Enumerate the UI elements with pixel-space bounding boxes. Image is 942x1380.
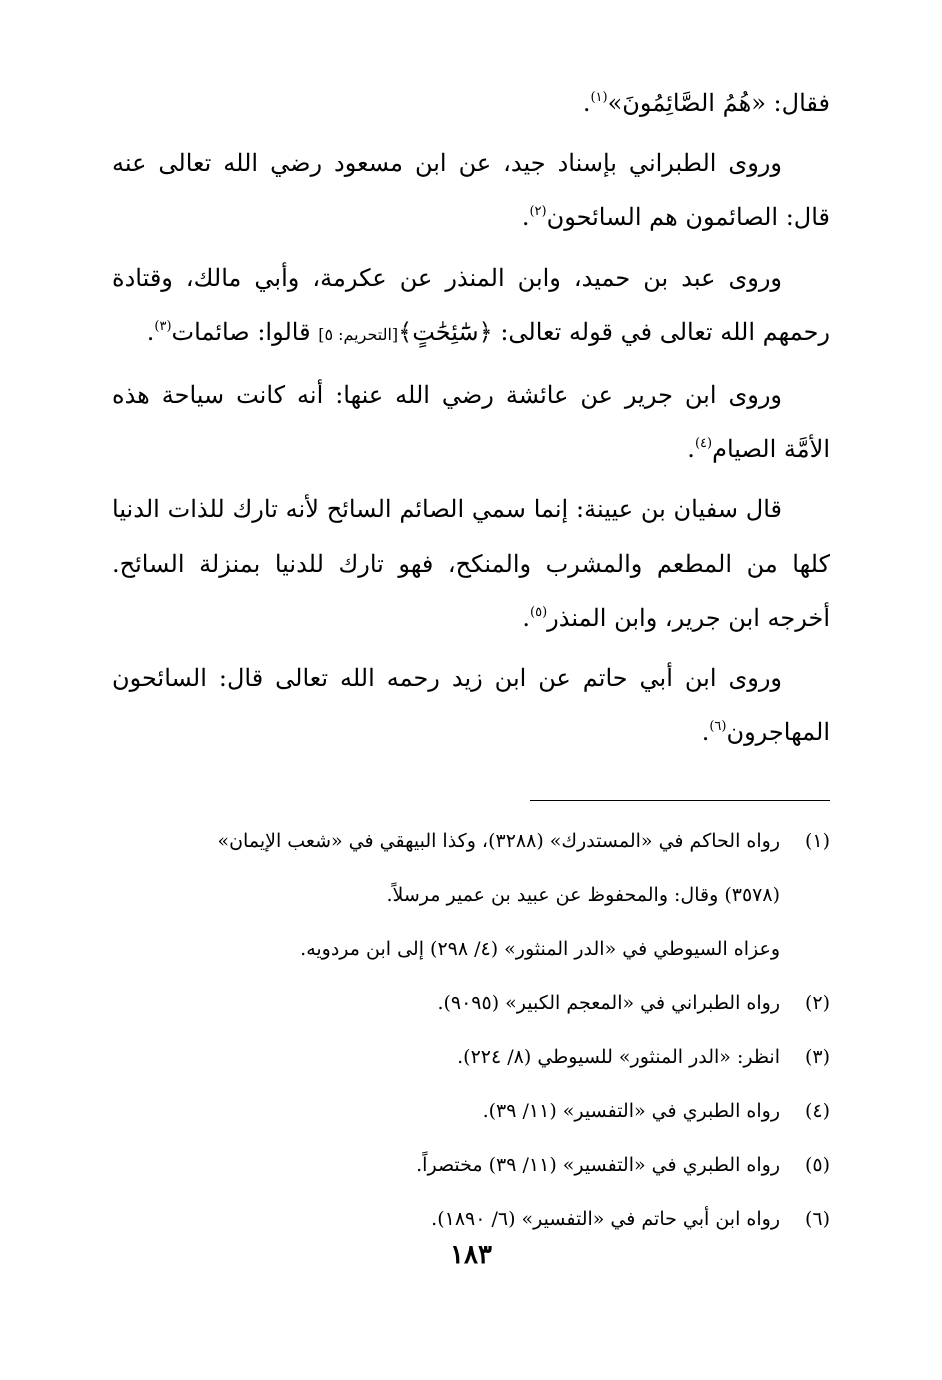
paragraph-4-end: . [687, 435, 695, 464]
paragraph-2 [112, 136, 830, 244]
paragraph-5 [112, 482, 830, 645]
footnote-ref-6: (٦) [709, 719, 727, 735]
paragraph-3-text-a: وروى عبد بن حميد، وابن المنذر عن عكرمة، وأبي مالك، وقتادة رحمهم الله تعالى في قوله تعالى: ﴿سَٰٓئِحَٰتٍ﴾ [112, 263, 830, 346]
footnote-3-text: انظر: «الدر المنثور» للسيوطي (٨/ ٢٢٤). [457, 1046, 780, 1068]
paragraph-6 [112, 651, 830, 759]
footnote-ref-1: (١) [590, 90, 608, 105]
quran-citation: [التحريم: ٥] [318, 324, 399, 344]
main-text [112, 76, 830, 765]
footnotes [112, 814, 830, 1246]
footnote-4 [112, 1084, 830, 1138]
paragraph-2-text: وروى الطبراني بإسناد جيد، عن ابن مسعود رضي الله تعالى عنه قال: الصائمون هم السائحون [112, 149, 830, 232]
paragraph-4-text: وروى ابن جرير عن عائشة رضي الله عنها: أنه كانت سياحة هذه الأمَّة الصيام [112, 381, 830, 464]
footnote-1 [112, 814, 830, 868]
footnote-1-cont [112, 868, 830, 922]
footnote-ref-4: (٤) [694, 436, 713, 452]
footnote-4-text: رواه الطبري في «التفسير» (١١/ ٣٩). [482, 1100, 780, 1122]
footnote-4-number: (٤) [804, 1100, 830, 1122]
footnote-ref-3: (٣) [154, 318, 172, 334]
footnote-1-line-3: وعزاه السيوطي في «الدر المنثور» (٤/ ٢٩٨) إلى ابن مردويه. [300, 938, 780, 960]
footnote-1-line-1: رواه الحاكم في «المستدرك» (٣٢٨٨)، وكذا البيهقي في «شعب الإيمان» [217, 830, 780, 852]
paragraph-5-end: . [522, 603, 531, 632]
paragraph-6-text: وروى ابن أبي حاتم عن ابن زيد رحمه الله تعالى قال: السائحون المهاجرون [112, 664, 830, 747]
paragraph-5-text: قال سفيان بن عيينة: إنما سمي الصائم السائح لأنه تارك للذات الدنيا كلها من المطعم والمشرب والمنكح، فهو تارك للدنيا بمنزلة السائح. أخرجه ابن جرير، وابن المنذر [112, 495, 830, 632]
paragraph-2-end: . [521, 203, 530, 232]
paragraph-3-text-b: قالوا: صائمات [171, 317, 319, 346]
footnote-5-number: (٥) [804, 1154, 830, 1176]
page-number: ١٨٣ [450, 1240, 492, 1270]
footnote-divider [530, 800, 830, 801]
paragraph-6-end: . [701, 718, 710, 747]
footnote-3-number: (٣) [804, 1046, 830, 1068]
footnote-6 [112, 1192, 830, 1246]
footnote-1-sub [112, 922, 830, 976]
paragraph-1 [112, 76, 830, 130]
footnote-ref-2: (٢) [529, 204, 547, 220]
footnote-2-text: رواه الطبراني في «المعجم الكبير» (٩٠٩٥). [437, 992, 780, 1014]
paragraph-1-end: . [582, 89, 591, 117]
footnote-3 [112, 1030, 830, 1084]
footnote-5-text: رواه الطبري في «التفسير» (١١/ ٣٩) مختصراً. [416, 1154, 780, 1176]
footnote-1-number: (١) [804, 830, 830, 852]
footnote-6-text: رواه ابن أبي حاتم في «التفسير» (٦/ ١٨٩٠). [431, 1208, 780, 1230]
footnote-5 [112, 1138, 830, 1192]
footnote-2 [112, 976, 830, 1030]
footnote-6-number: (٦) [804, 1208, 830, 1230]
paragraph-3 [112, 251, 830, 362]
paragraph-1-text: فقال: «هُمُ الصَّائِمُونَ» [607, 89, 830, 117]
footnote-ref-5: (٥) [530, 604, 548, 620]
paragraph-3-end: . [146, 317, 155, 346]
footnote-1-line-2: (٣٥٧٨) وقال: والمحفوظ عن عبيد بن عمير مرسلاً. [386, 884, 780, 906]
paragraph-4 [112, 368, 830, 476]
footnote-2-number: (٢) [804, 992, 830, 1014]
